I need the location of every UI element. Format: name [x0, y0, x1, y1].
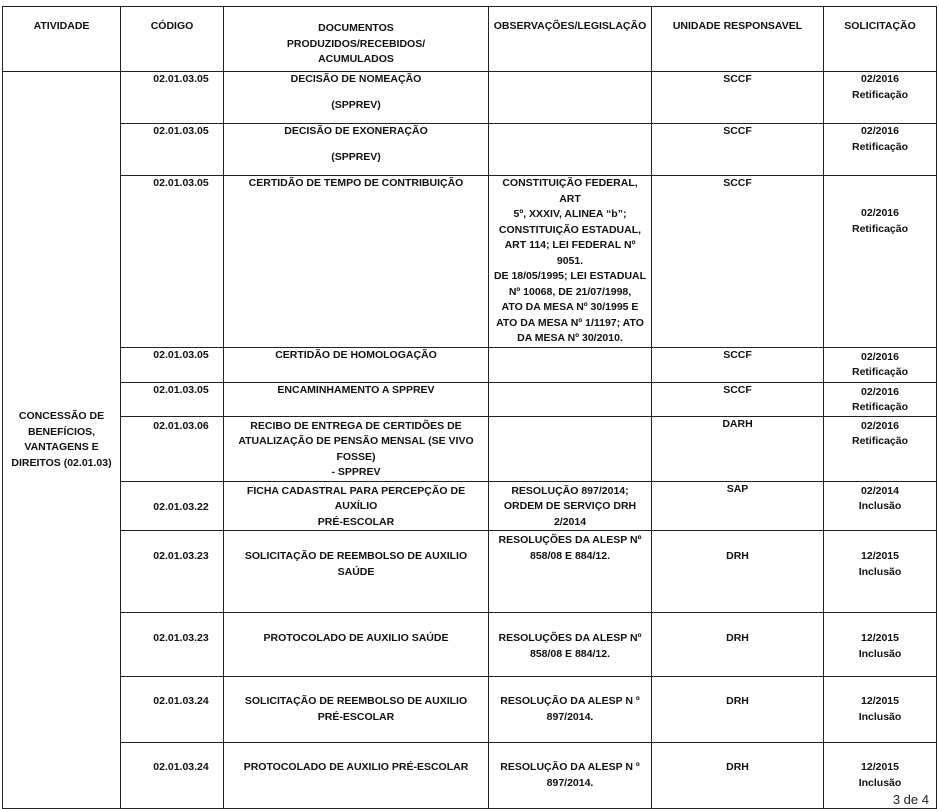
observation-cell [489, 613, 652, 677]
solicitation-date: 12/2015 [861, 761, 899, 773]
observation-cell [489, 72, 652, 124]
observation-line: 5º, XXXIV, ALINEA “b”; [513, 208, 627, 220]
document-cell [224, 613, 489, 677]
observation-cell [489, 382, 652, 416]
document-line: DECISÃO DE NOMEAÇÃO [290, 73, 422, 85]
solicitation-cell [824, 613, 937, 677]
observation-line: 858/08 E 884/12. [530, 549, 610, 562]
document-line: - SPPREV [331, 466, 381, 478]
code-cell: 02.01.03.24 [121, 677, 224, 743]
activity-line: CONCESSÃO DE [18, 410, 105, 422]
solicitation-type: Inclusão [858, 565, 902, 578]
unit-cell: SCCF [652, 124, 824, 176]
document-cell [224, 743, 489, 809]
solicitation-cell [824, 347, 937, 382]
solicitation-cell [824, 531, 937, 613]
solicitation-date: 02/2016 [861, 207, 899, 219]
header-unidade: UNIDADE RESPONSAVEL [652, 7, 824, 72]
header-solicitacao: SOLICITAÇÃO [824, 7, 937, 72]
header-documentos [224, 7, 489, 72]
observation-cell [489, 124, 652, 176]
document-line: SOLICITAÇÃO DE REEMBOLSO DE AUXILIO [244, 695, 468, 707]
header-codigo: CÓDIGO [121, 7, 224, 72]
header-documentos-line: DOCUMENTOS [318, 22, 394, 34]
solicitation-cell [824, 176, 937, 348]
solicitation-type: Inclusão [858, 647, 902, 660]
solicitation-type: Retificação [851, 401, 909, 413]
observation-line: 897/2014. [546, 710, 594, 723]
code-cell: 02.01.03.05 [121, 176, 224, 348]
table-row [3, 743, 937, 809]
document-cell [224, 176, 489, 348]
unit-cell: DRH [652, 531, 824, 613]
observation-line: RESOLUÇÕES DA ALESP Nº [498, 534, 642, 546]
unit-cell: SCCF [652, 382, 824, 416]
observation-line: ART 114; LEI FEDERAL Nº 9051. [504, 239, 636, 267]
code-cell: 02.01.03.24 [121, 743, 224, 809]
solicitation-date: 02/2016 [861, 73, 899, 85]
solicitation-date: 12/2015 [861, 632, 899, 644]
table-row [3, 416, 937, 481]
observation-line: 2/2014 [553, 515, 587, 528]
observation-cell [489, 347, 652, 382]
header-observacoes: OBSERVAÇÕES/LEGISLAÇÃO [489, 7, 652, 72]
observation-line: CONSTITUIÇÃO ESTADUAL, [498, 223, 642, 236]
document-cell [224, 72, 489, 124]
solicitation-type: Inclusão [858, 500, 902, 512]
observation-line: RESOLUÇÃO DA ALESP N º [500, 695, 640, 707]
document-line: (SPPREV) [331, 98, 381, 111]
document-cell [224, 416, 489, 481]
observation-line: DE 18/05/1995; LEI ESTADUAL [493, 270, 647, 282]
document-line: PRÉ-ESCOLAR [317, 515, 395, 528]
observation-line: CONSTITUIÇÃO FEDERAL, ART [502, 177, 638, 205]
header-atividade: ATIVIDADE [3, 7, 121, 72]
solicitation-type: Retificação [851, 222, 909, 235]
activity-cell [3, 72, 121, 809]
document-line: DECISÃO DE EXONERAÇÃO [284, 125, 428, 137]
solicitation-date: 02/2014 [861, 484, 899, 497]
code-cell: 02.01.03.23 [121, 531, 224, 613]
document-cell [224, 677, 489, 743]
solicitation-type: Retificação [851, 88, 909, 101]
solicitation-type: Retificação [851, 435, 909, 447]
page-number: 3 de 4 [892, 792, 929, 807]
observation-cell [489, 416, 652, 481]
code-cell: 02.01.03.06 [121, 416, 224, 481]
records-table [2, 6, 937, 809]
table-row [3, 72, 937, 124]
observation-cell [489, 176, 652, 348]
table-row [3, 176, 937, 348]
observation-line: RESOLUÇÕES DA ALESP Nº [498, 632, 642, 644]
observation-line: 897/2014. [546, 776, 594, 789]
observation-cell [489, 531, 652, 613]
code-cell: 02.01.03.05 [121, 382, 224, 416]
document-cell [224, 382, 489, 416]
document-cell [224, 124, 489, 176]
table-row [3, 382, 937, 416]
document-cell [224, 481, 489, 531]
solicitation-type: Retificação [851, 366, 909, 378]
solicitation-date: 12/2015 [861, 695, 899, 707]
code-cell: 02.01.03.22 [121, 481, 224, 531]
document-cell [224, 531, 489, 613]
document-cell [224, 347, 489, 382]
observation-line: RESOLUÇÃO DA ALESP N º [500, 761, 640, 773]
observation-line: 858/08 E 884/12. [530, 647, 610, 660]
document-line: RECIBO DE ENTREGA DE CERTIDÕES DE [250, 419, 462, 432]
observation-line: DA MESA Nº 30/2010. [517, 332, 623, 344]
solicitation-date: 02/2016 [861, 419, 899, 432]
observation-line: Nº 10068, DE 21/07/1998, [508, 285, 632, 298]
code-cell: 02.01.03.23 [121, 613, 224, 677]
solicitation-cell [824, 416, 937, 481]
table-row [3, 677, 937, 743]
document-line: PROTOCOLADO DE AUXILIO PRÉ-ESCOLAR [243, 761, 469, 773]
table-row [3, 531, 937, 613]
solicitation-cell [824, 677, 937, 743]
solicitation-cell [824, 382, 937, 416]
solicitation-date: 02/2016 [861, 350, 899, 363]
activity-line: BENEFÍCIOS, [27, 425, 96, 438]
solicitation-cell [824, 481, 937, 531]
solicitation-type: Retificação [851, 140, 909, 153]
header-documentos-line: PRODUZIDOS/RECEBIDOS/ [286, 37, 426, 50]
document-line: ATUALIZAÇÃO DE PENSÃO MENSAL (SE VIVO FOSSE) [238, 435, 474, 463]
header-row [3, 7, 937, 72]
observation-line: RESOLUÇÃO 897/2014; [511, 484, 629, 497]
activity-line: VANTAGENS E [24, 441, 99, 453]
code-cell: 02.01.03.05 [121, 347, 224, 382]
solicitation-date: 02/2016 [861, 125, 899, 137]
observation-cell [489, 677, 652, 743]
document-line: CERTIDÃO DE TEMPO DE CONTRIBUIÇÃO [248, 177, 464, 189]
unit-cell: SCCF [652, 347, 824, 382]
unit-cell: DARH [652, 416, 824, 481]
solicitation-date: 12/2015 [861, 550, 899, 562]
document-line: CERTIDÃO DE HOMOLOGAÇÃO [275, 348, 437, 361]
document-line: ENCAMINHAMENTO A SPPREV [277, 383, 435, 396]
unit-cell: DRH [652, 743, 824, 809]
code-cell: 02.01.03.05 [121, 72, 224, 124]
solicitation-cell [824, 72, 937, 124]
observation-cell [489, 481, 652, 531]
table-row [3, 613, 937, 677]
observation-cell [489, 743, 652, 809]
document-line: PROTOCOLADO DE AUXILIO SAÚDE [263, 632, 449, 644]
document-line: FICHA CADASTRAL PARA PERCEPÇÃO DE AUXÍLIO [246, 484, 466, 512]
observation-line: ATO DA MESA Nº 1/1197; ATO [496, 316, 644, 329]
header-documentos-line: ACUMULADOS [318, 53, 394, 65]
observation-line: ORDEM DE SERVIÇO DRH [503, 500, 637, 512]
solicitation-type: Inclusão [858, 776, 902, 789]
document-line: PRÉ-ESCOLAR [317, 710, 395, 723]
unit-cell: DRH [652, 677, 824, 743]
unit-cell: DRH [652, 613, 824, 677]
unit-cell: SCCF [652, 176, 824, 348]
table-row [3, 347, 937, 382]
unit-cell: SCCF [652, 72, 824, 124]
activity-line: DIREITOS (02.01.03) [11, 456, 112, 469]
solicitation-type: Inclusão [858, 710, 902, 723]
document-line: SOLICITAÇÃO DE REEMBOLSO DE AUXILIO SAÚDE [244, 550, 468, 578]
table-row [3, 124, 937, 176]
table-row [3, 481, 937, 531]
observation-line: ATO DA MESA Nº 30/1995 E [501, 301, 639, 313]
unit-cell: SAP [652, 481, 824, 531]
code-cell: 02.01.03.05 [121, 124, 224, 176]
solicitation-cell [824, 124, 937, 176]
solicitation-date: 02/2016 [861, 385, 899, 398]
document-line: (SPPREV) [331, 150, 381, 163]
